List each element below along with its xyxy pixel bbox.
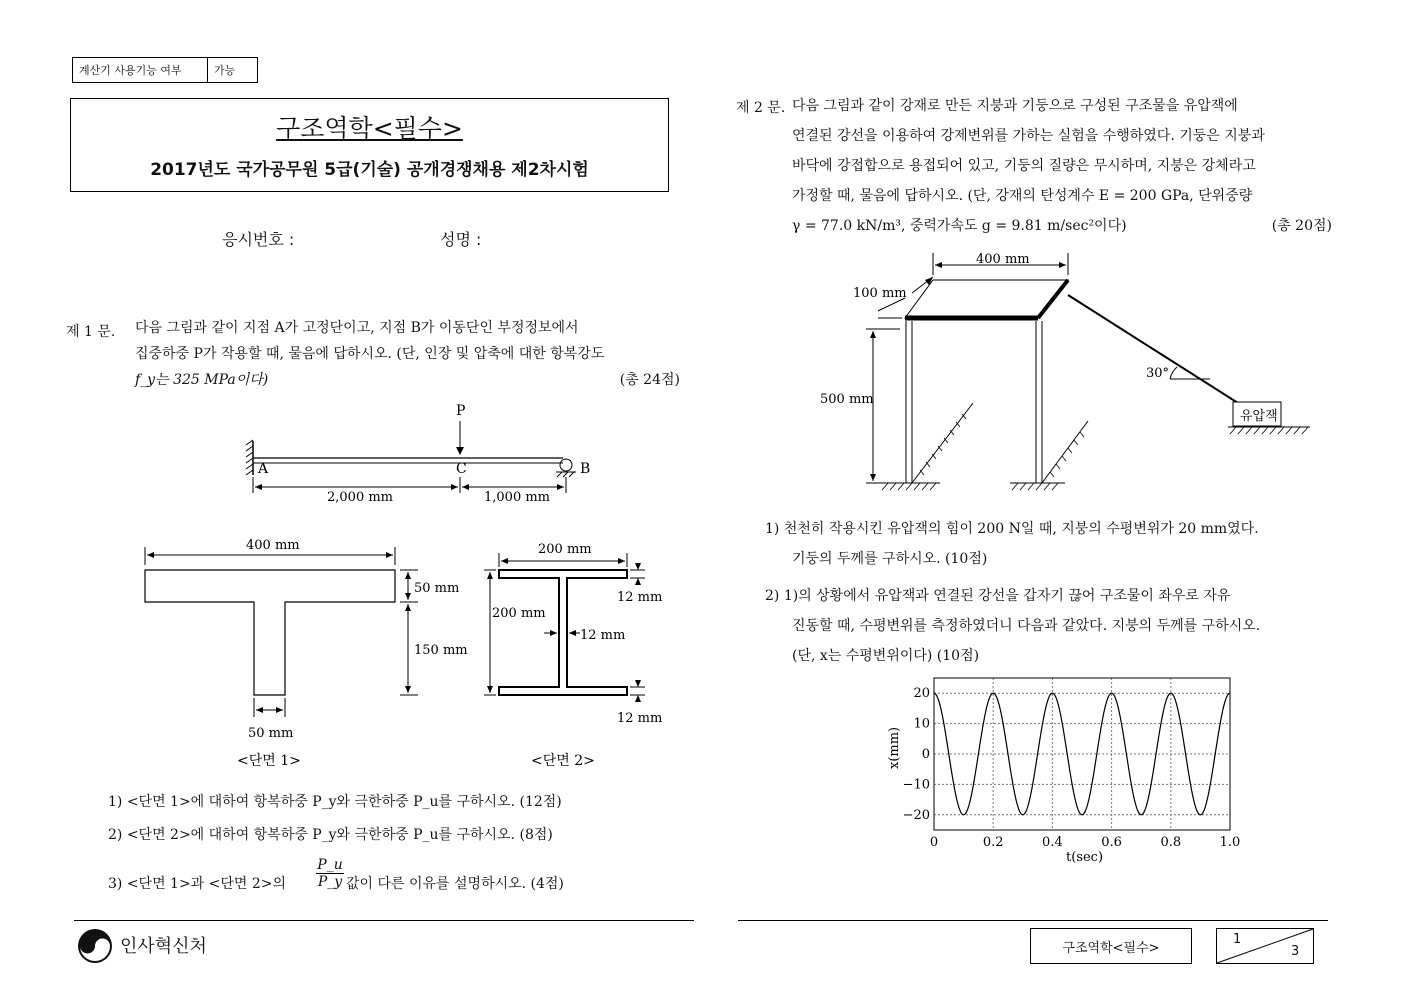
x-tick-label: 0.4: [1042, 835, 1063, 850]
q1-sub3-part1: 3) <단면 1>과 <단면 2>의: [108, 876, 287, 892]
q1-line3: f_y는 325 MPa이다): [135, 372, 269, 388]
support-B-label: B: [580, 461, 591, 477]
q2-line1: 다음 그림과 같이 강재로 만든 지붕과 기둥으로 구성된 구조물을 유압잭에: [792, 98, 1238, 114]
sec2-web-thickness: 12 mm: [580, 628, 626, 643]
fraction-numerator: P_u: [317, 857, 343, 873]
sec2-caption: <단면 2>: [531, 753, 595, 769]
sec1-width: 400 mm: [246, 538, 300, 553]
y-axis-ticks: [903, 686, 930, 823]
q2-points: (총 20점): [1271, 218, 1332, 234]
q1-line1: 다음 그림과 같이 지점 A가 고정단이고, 지점 B가 이동단인 부정정보에서: [135, 320, 579, 336]
page-counter-box: [1216, 928, 1314, 964]
name-label: 성명 :: [440, 230, 482, 249]
support-A-label: A: [258, 461, 269, 477]
q2-text: [792, 91, 1332, 241]
x-tick-label: 0.8: [1160, 835, 1182, 850]
column-height: 500 mm: [820, 392, 874, 407]
sec2-height: 200 mm: [492, 606, 546, 621]
x-tick-label: 0.2: [982, 835, 1004, 850]
q2-number: 제 2 문.: [736, 100, 786, 116]
point-C-label: C: [456, 461, 467, 477]
displacement-chart: [880, 675, 1250, 870]
q2-line2: 연결된 강선을 이용하여 강제변위를 가하는 실험을 수행하였다. 기둥은 지붕과: [792, 128, 1265, 144]
yield-ratio-fraction: [316, 857, 344, 890]
exam-number-label: 응시번호 :: [222, 230, 295, 249]
y-tick-label: 20: [913, 686, 930, 702]
roof-depth: 100 mm: [853, 286, 907, 301]
sec1-caption: <단면 1>: [237, 753, 301, 769]
y-tick-label: −20: [902, 807, 930, 823]
exam-title-box: [70, 98, 669, 192]
q2-sub2-line1: 2) 1)의 상황에서 유압잭과 연결된 강선을 갑자기 끊어 구조물이 좌우로 자유: [765, 588, 1231, 604]
calculator-usage-box: [72, 57, 258, 83]
footer-rule-right: [738, 920, 1328, 921]
dim-1000: 1,000 mm: [484, 490, 551, 505]
government-logo-icon: [76, 927, 114, 965]
x-tick-label: 0: [929, 835, 939, 850]
x-tick-label: 1.0: [1219, 835, 1241, 850]
x-axis-ticks: [930, 835, 1240, 850]
q2-sub1-line2: 기둥의 두께를 구하시오. (10점): [792, 551, 988, 567]
footer-subject-box: 구조역학<필수>: [1030, 928, 1192, 964]
q2-frame-figure: [820, 245, 1320, 495]
cable-angle: 30°: [1146, 366, 1170, 381]
hydraulic-jack-label: 유압잭: [1240, 409, 1278, 424]
page-total: 3: [1291, 944, 1300, 959]
q2-sub2-line2: 진동할 때, 수평변위를 측정하였더니 다음과 같았다. 지붕의 두께를 구하시오.: [792, 618, 1261, 634]
q1-sub2: 2) <단면 2>에 대하여 항복하중 P_y와 극한하중 P_u를 구하시오. (8점): [108, 827, 553, 843]
section-2-ibeam: [484, 542, 662, 769]
q1-points: (총 24점): [619, 372, 680, 388]
q1-line2: 집중하중 P가 작용할 때, 물음에 답하시오. (단, 인장 및 압축에 대한 항복강도: [135, 346, 605, 362]
exam-subtitle: 2017년도 국가공무원 5급(기술) 공개경쟁채용 제2차시험: [150, 160, 589, 180]
q1-figures: [60, 395, 690, 780]
footer-rule-left: [74, 920, 694, 921]
roof-width: 400 mm: [976, 252, 1030, 267]
sec1-height: 150 mm: [414, 643, 468, 658]
y-axis-label: x(mm): [887, 726, 902, 769]
q1-text: [135, 315, 680, 393]
calculator-label: 계산기 사용기능 여부: [73, 58, 208, 82]
dim-2000: 2,000 mm: [327, 490, 394, 505]
load-P-label: P: [456, 403, 466, 419]
q1-sub3-part2: 값이 다른 이유를 설명하시오. (4점): [346, 876, 564, 892]
org-name: 인사혁신처: [120, 936, 207, 957]
sec1-web-thickness: 50 mm: [248, 726, 294, 741]
q2-line4: 가정할 때, 물음에 답하시오. (단, 강재의 탄성계수 E = 200 GPa, 단위중량: [792, 188, 1253, 204]
x-tick-label: 0.6: [1101, 835, 1122, 850]
q2-sub1-line1: 1) 천천히 작용시킨 유압잭의 힘이 200 N일 때, 지붕의 수평변위가 20 mm였다.: [765, 521, 1259, 537]
section-1-tee: [145, 538, 468, 769]
sec2-width: 200 mm: [538, 542, 592, 557]
q2-sub2-line3: (단, x는 수평변위이다) (10점): [792, 648, 980, 664]
y-tick-label: 10: [913, 716, 930, 732]
calculator-value: 가능: [214, 64, 236, 77]
page-number: 1: [1233, 932, 1242, 947]
sec2-top-flange-thickness: 12 mm: [617, 590, 663, 605]
beam-diagram: [246, 403, 590, 505]
x-axis-label: t(sec): [1066, 850, 1104, 865]
q1-sub1: 1) <단면 1>에 대하여 항복하중 P_y와 극한하중 P_u를 구하시오. (12점): [108, 794, 562, 810]
q1-number: 제 1 문.: [66, 324, 116, 340]
y-tick-label: −10: [902, 777, 930, 793]
y-tick-label: 0: [921, 747, 930, 762]
sec2-bottom-flange-thickness: 12 mm: [617, 711, 663, 726]
q2-line3: 바닥에 강접합으로 용접되어 있고, 기둥의 질량은 무시하며, 지붕은 강체라고: [792, 158, 1256, 174]
subject-title: 구조역학<필수>: [276, 114, 463, 143]
sec1-flange-thickness: 50 mm: [414, 581, 460, 596]
q2-line5: γ = 77.0 kN/m³, 중력가속도 g = 9.81 m/sec²이다): [792, 218, 1127, 234]
fraction-denominator: P_y: [317, 874, 343, 890]
